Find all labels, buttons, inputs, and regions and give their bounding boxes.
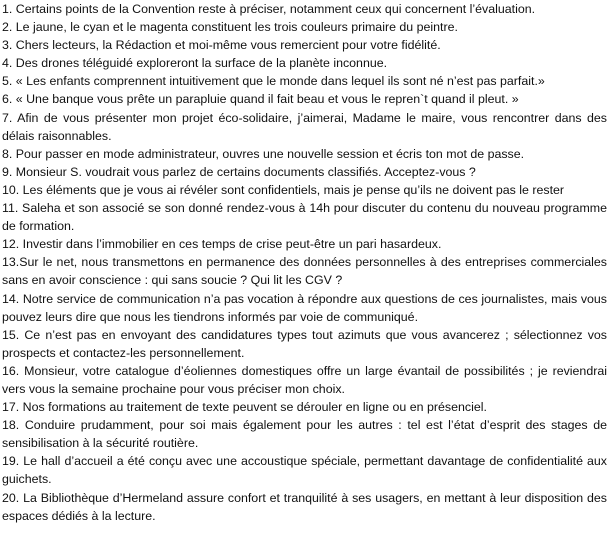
sentence-10: 10. Les éléments que je vous ai révéler sont confidentiels, mais je pense qu’ils ne doivent pas le rester [2,182,565,197]
sentence-15: 15. Ce n’est pas en envoyant des candidatures types tout azimuts que vous avancerez ; sélectionnez vos prospects et contactez-les personnellement. [2,327,607,360]
sentence-19: 19. Le hall d’accueil a été conçu avec une accoustique spéciale, permettant davantage de confidentialité aux guichets. [2,454,607,487]
sentence-13: 13.Sur le net, nous transmettons en permanence des données personnelles à des entreprises commerciales sans en avoir conscience : qui sans soucie ? Qui lit les CGV ? [2,255,607,288]
sentence-20: 20. La Bibliothèque d’Hermeland assure confort et tranquilité à ses usagers, en mettant à leur disposition des espaces dédiés à la lecture. [2,490,607,523]
sentence-16: 16. Monsieur, votre catalogue d’éoliennes domestiques offre un large évantail de possibilités ; je reviendrai vers vous la semaine prochaine pour vous préciser mon choix. [2,363,607,396]
sentence-3: 3. Chers lecteurs, la Rédaction et moi-même vous remercient pour votre fidélité. [2,38,441,53]
sentence-7: 7. Afin de vous présenter mon projet éco-solidaire, j’aimerai, Madame le maire, vous rencontrer dans des délais raisonnables. [2,110,607,143]
sentence-6: 6. « Une banque vous prête un parapluie quand il fait beau et vous le repren`t quand il pleut. » [2,92,519,107]
sentence-2: 2. Le jaune, le cyan et le magenta constituent les trois couleurs primaire du peintre. [2,20,458,35]
sentence-list [2,0,607,525]
sentence-4: 4. Des drones téléguidé exploreront la surface de la planète inconnue. [2,56,388,71]
sentence-8: 8. Pour passer en mode administrateur, ouvres une nouvelle session et écris ton mot de passe. [2,146,525,161]
sentence-5: 5. « Les enfants comprennent intuitivement que le monde dans lequel ils sont né n’est pas parfait.» [2,74,545,89]
sentence-12: 12. Investir dans l’immobilier en ces temps de crise peut-être un pari hasardeux. [2,237,442,252]
sentence-1: 1. Certains points de la Convention reste à préciser, notamment ceux qui concernent l’évaluation. [2,2,536,16]
sentence-14: 14. Notre service de communication n’a pas vocation à répondre aux questions de ces journalistes, mais vous pouvez leurs dire que nous les tiendrons informés par voie de communiqué. [2,291,607,324]
sentence-11: 11. Saleha et son associé se son donné rendez-vous à 14h pour discuter du contenu du nouveau programme de formation. [2,201,607,234]
sentence-18: 18. Conduire prudamment, pour soi mais également pour les autres : tel est l’état d’esprit des stages de sensibilisation à la sécurité routière. [2,418,607,451]
sentence-9: 9. Monsieur S. voudrait vous parlez de certains documents classifiés. Acceptez-vous ? [2,164,476,179]
sentence-17: 17. Nos formations au traitement de texte peuvent se dérouler en ligne ou en présenciel. [2,400,487,415]
